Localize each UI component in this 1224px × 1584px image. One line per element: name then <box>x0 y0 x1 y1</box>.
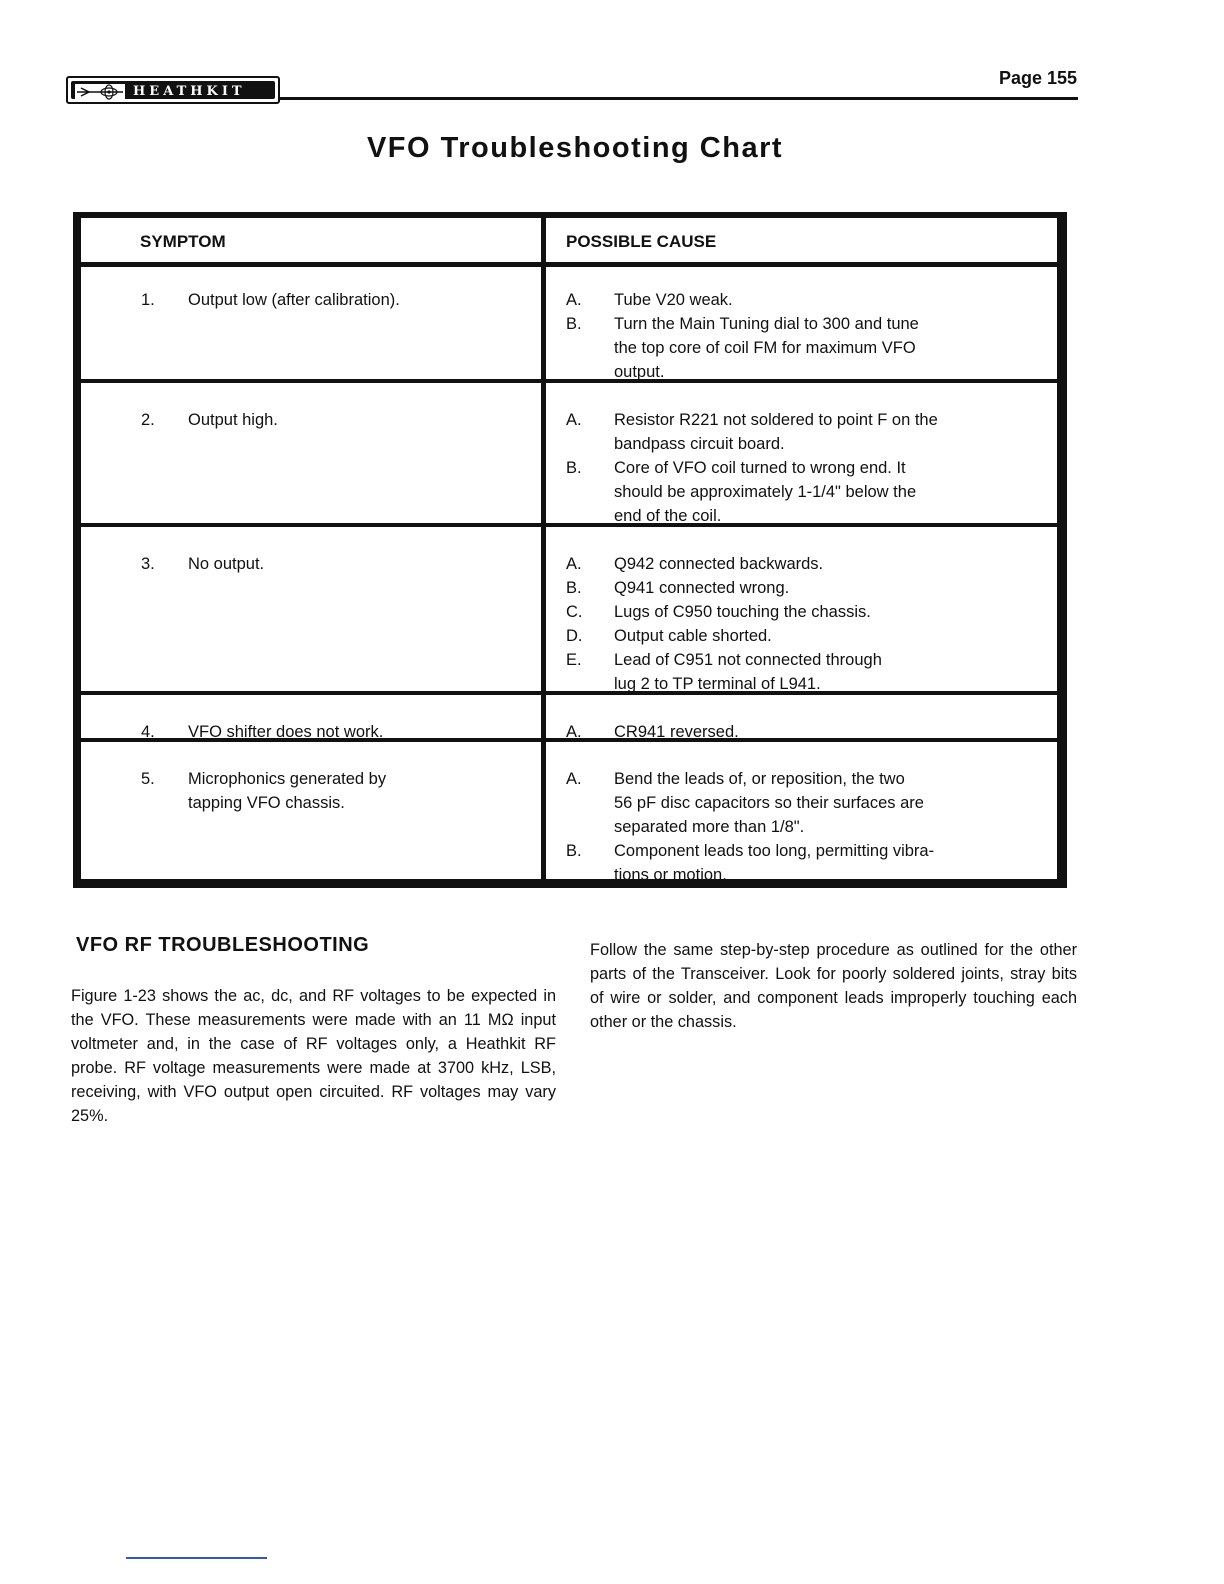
cause-letter: B. <box>566 842 582 860</box>
row-number: 2. <box>141 411 155 429</box>
cause-text: Lead of C951 not connected through <box>614 651 882 669</box>
header-possible-cause: POSSIBLE CAUSE <box>566 232 717 251</box>
cause-text: should be approximately 1-1/4" below the <box>614 483 917 501</box>
cause-text: separated more than 1/8". <box>614 818 805 836</box>
cause-text: Lugs of C950 touching the chassis. <box>614 603 871 621</box>
cause-text: output. <box>614 363 665 381</box>
cause-text: lug 2 to TP terminal of L941. <box>614 675 821 693</box>
column-divider <box>541 218 546 879</box>
symptom-text: Output low (after calibration). <box>188 291 400 309</box>
cause-text: Bend the leads of, or reposition, the two <box>614 770 905 788</box>
cause-text: the top core of coil FM for maximum VFO <box>614 339 916 357</box>
cause-text: Core of VFO coil turned to wrong end. It <box>614 459 906 477</box>
cause-text: Q941 connected wrong. <box>614 579 790 597</box>
heathkit-emblem-icon <box>75 84 125 100</box>
cause-letter: B. <box>566 579 582 597</box>
cause-letter: B. <box>566 315 582 333</box>
row-number: 5. <box>141 770 155 788</box>
header-rule <box>81 262 1057 267</box>
section-heading: VFO RF TROUBLESHOOTING <box>76 934 370 956</box>
row-rule <box>81 379 1057 383</box>
right-paragraph: Follow the same step-by-step procedure as outlined for the other parts of the Transceiver. Look for poorly soldered joints, stray bits of wire or solder, and component leads improperly touching each other or the chassis. <box>590 941 1077 1031</box>
symptom-text: tapping VFO chassis. <box>188 794 345 812</box>
header-symptom: SYMPTOM <box>140 232 226 251</box>
symptom-text: VFO shifter does not work. <box>188 723 384 741</box>
footer-mark <box>126 1557 267 1559</box>
cause-text: Resistor R221 not soldered to point F on the <box>614 411 938 429</box>
cause-text: Q942 connected backwards. <box>614 555 824 573</box>
cause-text: end of the coil. <box>614 507 722 525</box>
cause-text: Output cable shorted. <box>614 627 772 645</box>
symptom-text: Microphonics generated by <box>188 770 387 788</box>
row-number: 4. <box>141 723 155 741</box>
heathkit-logo <box>66 76 280 104</box>
cause-letter: D. <box>566 627 583 645</box>
cause-letter: A. <box>566 291 582 309</box>
cause-text: 56 pF disc capacitors so their surfaces are <box>614 794 924 812</box>
cause-letter: A. <box>566 770 582 788</box>
row-number: 1. <box>141 291 155 309</box>
page-title: VFO Troubleshooting Chart <box>366 132 784 164</box>
cause-letter: A. <box>566 411 582 429</box>
cause-text: bandpass circuit board. <box>614 435 785 453</box>
cause-letter: A. <box>566 723 582 741</box>
symptom-text: No output. <box>188 555 265 573</box>
cause-letter: A. <box>566 555 582 573</box>
cause-text: tions or motion. <box>614 866 727 884</box>
cause-letter: E. <box>566 651 582 669</box>
cause-letter: B. <box>566 459 582 477</box>
page-number: Page 155 <box>998 68 1077 88</box>
cause-letter: C. <box>566 603 583 621</box>
cause-text: Tube V20 weak. <box>614 291 733 309</box>
row-rule <box>81 691 1057 695</box>
cause-text: CR941 reversed. <box>614 723 739 741</box>
row-rule <box>81 523 1057 527</box>
cause-text: Component leads too long, permitting vibra- <box>614 842 935 860</box>
header-rule <box>278 97 1078 100</box>
left-paragraph: Figure 1-23 shows the ac, dc, and RF voltages to be expected in the VFO. These measurements were made with an 11 MΩ input voltmeter and, in the case of RF voltages only, a Heathkit RF probe. RF voltage measurements were made at 3700 kHz, LSB, receiving, with VFO output open circuited. RF voltages may vary 25%. <box>71 987 556 1125</box>
symptom-text: Output high. <box>188 411 278 429</box>
row-number: 3. <box>141 555 155 573</box>
cause-text: Turn the Main Tuning dial to 300 and tune <box>614 315 919 333</box>
brand-name: HEATHKIT <box>133 84 246 99</box>
troubleshooting-table <box>73 212 1067 888</box>
